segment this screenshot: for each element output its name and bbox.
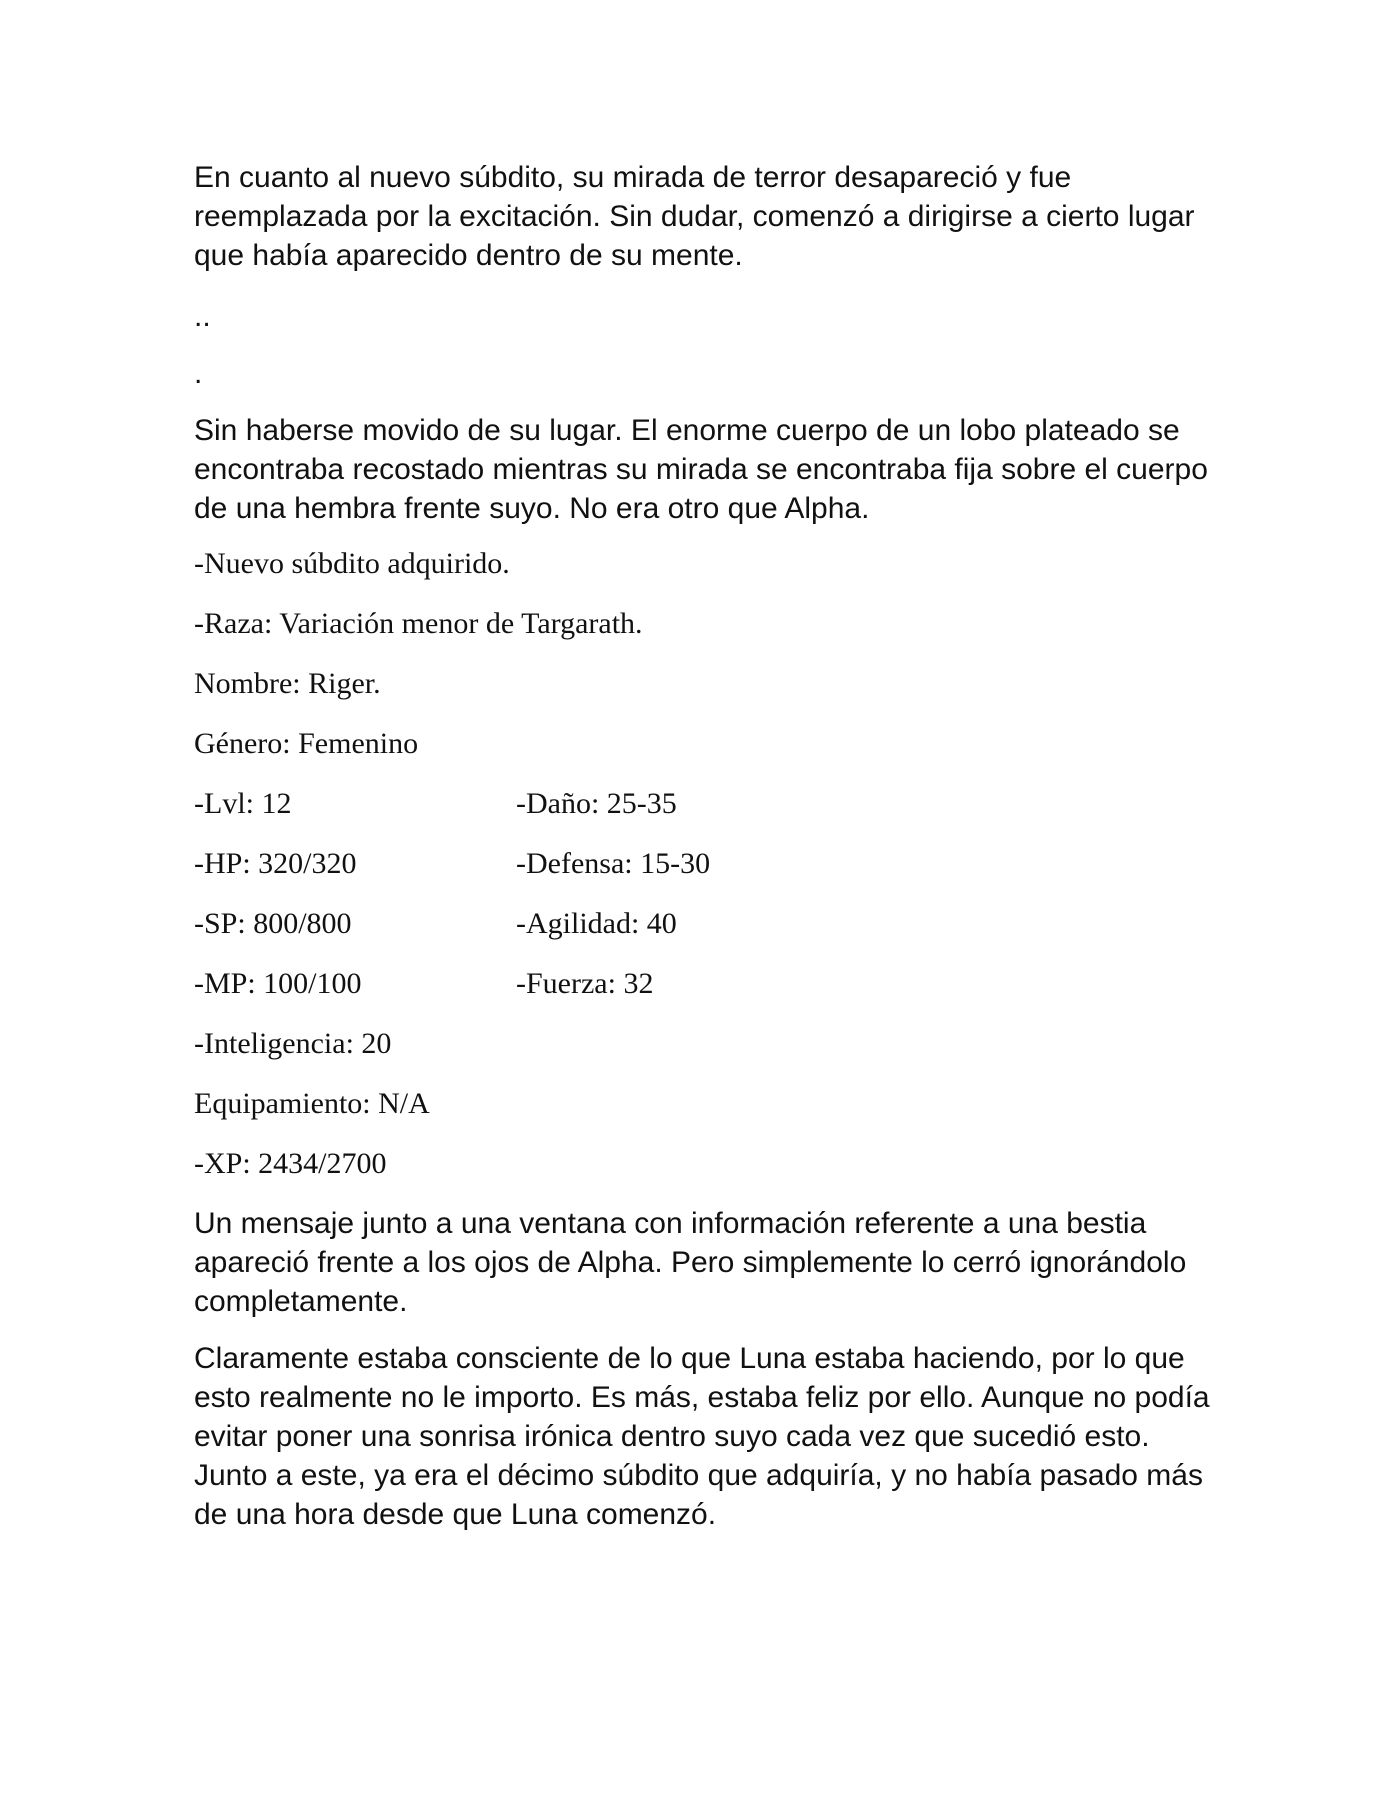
document-page: [194, 158, 1224, 1534]
paragraph-closing: Claramente estaba consciente de lo que Luna estaba haciendo, por lo que esto realmente no le importo. Es más, estaba feliz por ello. Aunque no podía evitar poner una sonrisa irónica dentro suyo cada vez que sucedió esto. Junto a este, ya era el décimo súbdito que adquiría, y no había pasado más de una hora desde que Luna comenzó.: [194, 1342, 1210, 1531]
stat-hp: -HP: 320/320: [194, 847, 357, 880]
stat-sp: -SP: 800/800: [194, 907, 352, 940]
stat-equipment: Equipamiento: N/A: [194, 1087, 430, 1120]
status-gender: Género: Femenino: [194, 727, 419, 760]
stat-row: [194, 906, 1224, 966]
status-name: Nombre: Riger.: [194, 667, 381, 700]
stat-defense: -Defensa: 15-30: [516, 847, 711, 880]
status-race: -Raza: Variación menor de Targarath.: [194, 607, 643, 640]
paragraph-wolf: Sin haberse movido de su lugar. El enorme cuerpo de un lobo plateado se encontraba recostado mientras su mirada se encontraba fija sobre el cuerpo de una hembra frente suyo. No era otro que Alpha.: [194, 414, 1208, 525]
stat-row: [194, 966, 1224, 1026]
stat-agility: -Agilidad: 40: [516, 907, 677, 940]
stat-intelligence: -Inteligencia: 20: [194, 1027, 392, 1060]
stat-xp: -XP: 2434/2700: [194, 1147, 387, 1180]
separator-dots: ..: [194, 300, 211, 333]
status-acquired: -Nuevo súbdito adquirido.: [194, 547, 510, 580]
stat-row: [194, 846, 1224, 906]
paragraph-message: Un mensaje junto a una ventana con información referente a una bestia apareció frente a los ojos de Alpha. Pero simplemente lo cerró ignorándolo completamente.: [194, 1207, 1187, 1318]
stat-damage: -Daño: 25-35: [516, 787, 677, 820]
stat-mp: -MP: 100/100: [194, 967, 362, 1000]
stat-strength: -Fuerza: 32: [516, 967, 654, 1000]
status-window: [194, 546, 1224, 1204]
separator-dot: .: [194, 357, 203, 390]
stat-row: [194, 786, 1224, 846]
paragraph-intro: En cuanto al nuevo súbdito, su mirada de terror desapareció y fue reemplazada por la excitación. Sin dudar, comenzó a dirigirse a cierto lugar que había aparecido dentro de su mente.: [194, 161, 1195, 272]
stat-level: -Lvl: 12: [194, 787, 292, 820]
